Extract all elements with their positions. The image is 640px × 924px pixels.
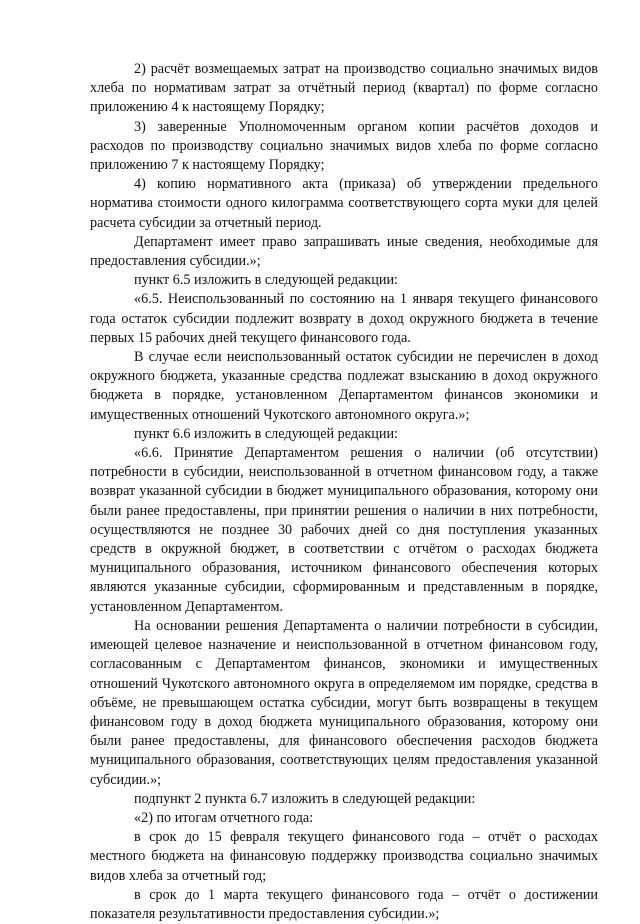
paragraph: «6.5. Неиспользованный по состоянию на 1 января текущего финансового года остаток субсидии подлежит возврату в доход окружного бюджета в течение первых 15 рабочих дней текущего финансового года. [90, 291, 598, 346]
paragraph: 4) копию нормативного акта (приказа) об утверждении предельного норматива стоимости одного килограмма соответствующего сорта муки для целей расчета субсидии за отчетный период. [90, 176, 598, 231]
document-body [90, 60, 598, 924]
paragraph: пункт 6.6 изложить в следующей редакции: [134, 425, 398, 442]
paragraph: «6.6. Принятие Департаментом решения о наличии (об отсутствии) потребности в субсидии, неиспользованной в отчетном финансовом году, а также возврат указанной субсидии в бюджет муниципального образования, которому они были ранее предоставлены, при принятии решения о наличии в них потребности, осуществляются не позднее 30 рабочих дней со дня поступления указанных средств в окружной бюджет, в соответствии с отчётом о расходах бюджета муниципального образования, источником финансового обеспечения которых являются указанные субсидии, сформированным и представленным в порядке, установленном Департаментом. [90, 445, 598, 615]
paragraph: 3) заверенные Уполномоченным органом копии расчётов доходов и расходов по производству социально значимых видов хлеба по форме согласно приложению 7 к настоящему Порядку; [90, 118, 598, 174]
paragraph: Департамент имеет право запрашивать иные сведения, необходимые для предоставления субсидии.»; [90, 233, 598, 270]
paragraph: В случае если неиспользованный остаток субсидии не перечислен в доход окружного бюджета, указанные средства подлежат взысканию в доход окружного бюджета в порядке, установленном Департаментом финансов экономики и имущественных отношений Чукотского автономного округа.»; [90, 349, 598, 423]
paragraph: На основании решения Департамента о наличии потребности в субсидии, имеющей целевое назначение и неиспользованной в отчетном финансовом году, согласованным с Департаментом финансов, экономики и имущественных отношений Чукотского автономного округа в определяемом им порядке, средства в объёме, не превышающем остатка субсидии, могут быть возвращены в текущем финансовом году в доход бюджета муниципального образования, которому они были ранее предоставлены, для финансового обеспечения расходов бюджета муниципального образования, соответствующих целям предоставления указанной субсидии.»; [90, 617, 598, 788]
paragraph: 2) расчёт возмещаемых затрат на производство социально значимых видов хлеба по нормативам затрат за отчётный период (квартал) по форме согласно приложению 4 к настоящему Порядку; [90, 61, 598, 116]
paragraph: в срок до 15 февраля текущего финансового года – отчёт о расходах местного бюджета на финансовую поддержку производства социально значимых видов хлеба за отчетный год; [90, 829, 598, 884]
paragraph: подпункт 2 пункта 6.7 изложить в следующей редакции: [134, 790, 476, 807]
paragraph: пункт 6.5 изложить в следующей редакции: [134, 272, 398, 289]
paragraph: в срок до 1 марта текущего финансового года – отчёт о достижении показателя результативности предоставления субсидии.»; [90, 886, 598, 922]
paragraph: «2) по итогам отчетного года: [134, 809, 314, 826]
